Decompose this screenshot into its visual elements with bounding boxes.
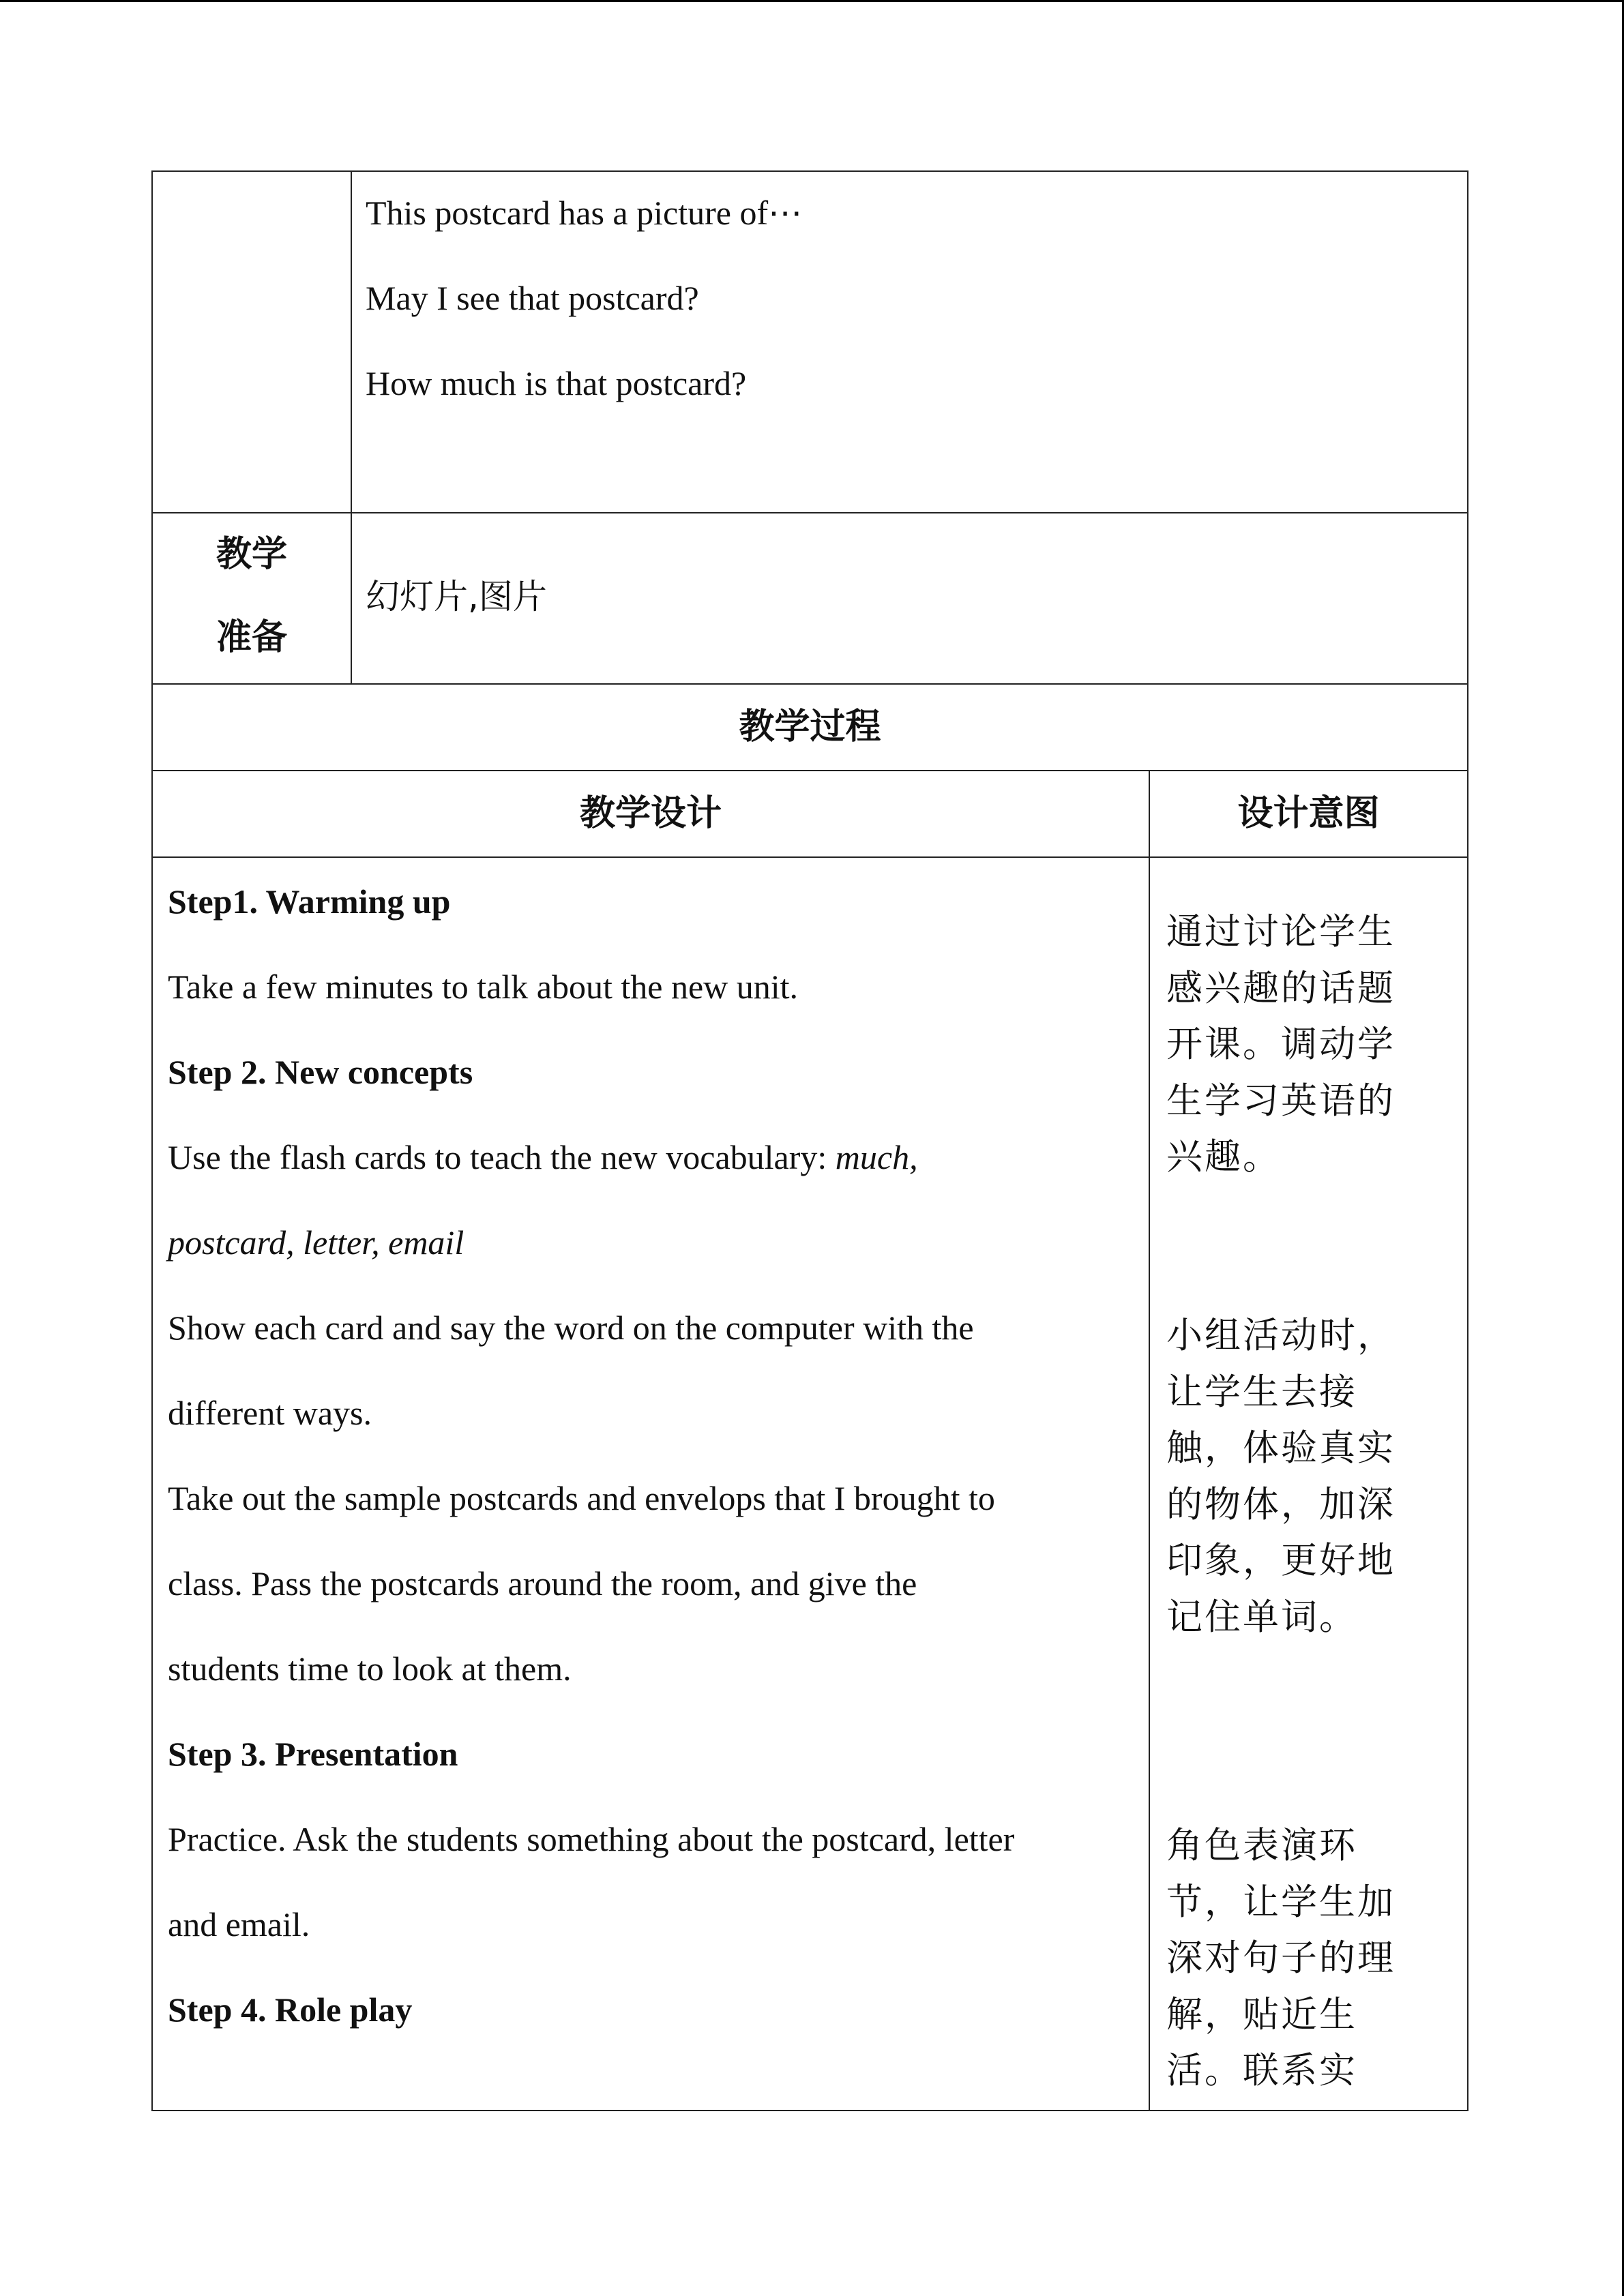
intent-note-line: 感兴趣的话题 <box>1166 967 1396 1009</box>
intent-note-line: 深对句子的理 <box>1166 1937 1396 1979</box>
step2-line2 <box>168 1222 464 1263</box>
intent-note-group-activity <box>1166 1308 1396 1645</box>
intent-note-line: 触，体验真实 <box>1166 1427 1396 1469</box>
step2-line5: Take out the sample postcards and envelops that I brought to <box>168 1479 995 1517</box>
step3-line2: and email. <box>168 1905 310 1943</box>
prep-label-line2: 准备 <box>216 617 287 658</box>
intent-content-cell <box>1149 856 1468 2111</box>
step1-text: Take a few minutes to talk about the new unit. <box>168 968 799 1006</box>
step2-line4: different ways. <box>168 1394 372 1432</box>
sentence-line: How much is that postcard? <box>366 364 747 402</box>
process-header: 教学过程 <box>739 706 881 747</box>
row1-content-cell <box>351 170 1468 513</box>
prep-label-line1: 教学 <box>216 534 287 575</box>
intent-note-line: 通过讨论学生 <box>1166 911 1396 953</box>
intent-note-line: 印象，更好地 <box>1166 1540 1396 1581</box>
vocab-much: much, <box>835 1138 918 1176</box>
intent-header-cell <box>1149 770 1468 858</box>
design-content-cell <box>151 856 1150 2111</box>
vocab-list: postcard, letter, email <box>168 1223 464 1262</box>
intent-note-line: 角色表演环 <box>1166 1825 1357 1866</box>
intent-note-line: 活。联系实 <box>1166 2050 1357 2091</box>
step1-title: Step1. Warming up <box>168 882 451 921</box>
step2-title: Step 2. New concepts <box>168 1053 473 1091</box>
design-header: 教学设计 <box>579 793 722 834</box>
page-top-border <box>0 0 1624 2</box>
step2-line1 <box>168 1137 918 1178</box>
sentence-line: This postcard has a picture of⋯ <box>366 194 803 232</box>
intent-note-line: 节，让学生加 <box>1166 1881 1396 1923</box>
intent-note-line: 记住单词。 <box>1166 1596 1357 1638</box>
step3-line1: Practice. Ask the students something about the postcard, letter <box>168 1820 1015 1858</box>
step2-line3: Show each card and say the word on the computer with the <box>168 1309 974 1347</box>
process-header-cell <box>151 683 1468 771</box>
prep-label-cell <box>151 512 352 685</box>
intent-note-line: 开课。调动学 <box>1166 1024 1396 1065</box>
intent-note-line: 的物体，加深 <box>1166 1483 1396 1525</box>
step4-title: Step 4. Role play <box>168 1991 413 2029</box>
intent-note-line: 让学生去接 <box>1166 1371 1357 1413</box>
row1-label-cell <box>151 170 352 513</box>
intent-note-line: 解，贴近生 <box>1166 1993 1357 2036</box>
prep-value-cell <box>351 512 1468 685</box>
prep-value: 幻灯片,图片 <box>366 577 547 616</box>
intent-note-line: 小组活动时， <box>1166 1315 1396 1356</box>
design-header-cell <box>151 770 1150 858</box>
intent-note-line: 兴趣。 <box>1166 1136 1281 1178</box>
intent-note-warmup <box>1166 904 1396 1186</box>
sentence-line: May I see that postcard? <box>366 279 699 317</box>
intent-header: 设计意图 <box>1237 793 1380 834</box>
intent-note-line: 生学习英语的 <box>1166 1079 1396 1122</box>
intent-note-role-play <box>1166 1818 1396 2100</box>
step2-line6: class. Pass the postcards around the room, and give the <box>168 1564 917 1602</box>
step3-title: Step 3. Presentation <box>168 1735 458 1773</box>
step2-line7: students time to look at them. <box>168 1650 572 1688</box>
step2-line1-prefix: Use the flash cards to teach the new vocabulary: <box>168 1138 836 1176</box>
